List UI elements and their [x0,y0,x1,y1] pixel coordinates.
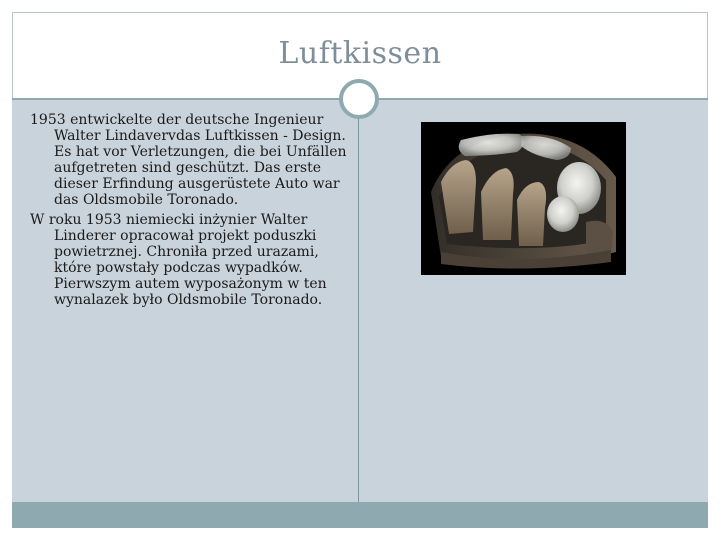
paragraph-polish: W roku 1953 niemiecki inżynier Walter Linderer opracował projekt poduszki powietrznej. Chroniła przed urazami, które powstały podczas wypadków. Pierwszym autem wyposażonym w ten wynalazek było Oldsmobile Toronado. [30,212,327,308]
airbag-car-interior-image [421,122,626,275]
footer-band [12,502,708,528]
paragraph-german: 1953 entwickelte der deutsche Ingenieur Walter Lindavervdas Luftkissen - Design. Es hat vor Verletzungen, die bei Unfällen aufgetreten sind geschützt. Das erste dieser Erfindung ausgerüstete Auto war das Oldsmobile Toronado. [30,112,347,208]
body-text [30,112,348,312]
airbag-illustration [421,122,626,275]
slide-title: Luftkissen [278,36,442,71]
column-divider [358,100,359,502]
